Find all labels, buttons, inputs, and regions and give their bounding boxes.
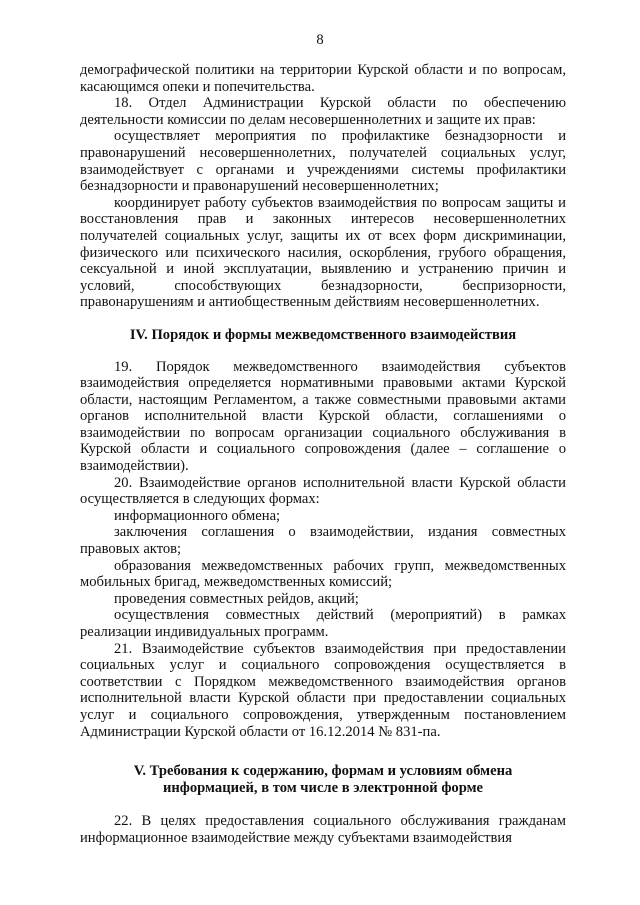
paragraph-20: 20. Взаимодействие органов исполнительной власти Курской области осуществляется в следующих формах: (80, 474, 566, 508)
list-item-joint-raids: проведения совместных рейдов, акций; (114, 590, 359, 607)
section-heading-v-line1: V. Требования к содержанию, формам и условиям обмена (133, 763, 513, 780)
document-body (80, 62, 566, 847)
list-item-information-exchange: информационного обмена; (114, 507, 281, 524)
paragraph-21: 21. Взаимодействие субъектов взаимодействия при предоставлении социальных услуг и социального сопровождения осуществляется в соответствии с Порядком межведомственного взаимодействия органов исполнительной власти Курской области при предоставлении социальных услуг и социального сопровождения, утвержденным постановлением Администрации Курской области от 16.12.2014 № 831-па. (80, 640, 566, 740)
paragraph-18-coordination: координирует работу субъектов взаимодействия по вопросам защиты и восстановления прав и законных интересов несовершеннолетних получателей социальных услуг, защиты их от всех форм дискриминации, физического или психического насилия, оскорбления, грубого обращения, сексуальной и иной эксплуатации, выявлению и устранению причин и условий, способствующих безнадзорности, беспризорности, правонарушениям и антиобщественным действиям несовершеннолетних. (80, 194, 566, 311)
list-item-working-groups: образования межведомственных рабочих групп, межведомственных мобильных бригад, межведомственных комиссий; (80, 557, 566, 591)
section-heading-iv: IV. Порядок и формы межведомственного взаимодействия (129, 326, 517, 343)
paragraph-19: 19. Порядок межведомственного взаимодействия субъектов взаимодействия определяется нормативными правовыми актами Курской области, настоящим Регламентом, а также совместными правовыми актами органов исполнительной власти Курской области, соглашениями о взаимодействии по вопросам организации социального обслуживания в Курской области и социального сопровождения (далее – соглашение о взаимодействии). (80, 358, 566, 475)
paragraph-demographic-policy: демографической политики на территории Курской области и по вопросам, касающимся опеки и попечительства. (80, 62, 566, 95)
page-number: 8 (316, 32, 324, 48)
paragraph-22: 22. В целях предоставления социального обслуживания гражданам информационное взаимодействие между субъектами взаимодействия (80, 813, 566, 846)
list-item-agreements: заключения соглашения о взаимодействии, издания совместных правовых актов; (80, 524, 566, 558)
section-heading-v (80, 763, 566, 796)
section-heading-v-line2: информацией, в том числе в электронной форме (162, 779, 484, 796)
paragraph-18-prevention: осуществляет мероприятия по профилактике безнадзорности и правонарушений несовершеннолетних, получателей социальных услуг, взаимодействует с органами и учреждениями системы профилактики безнадзорности и правонарушений несовершеннолетних; (80, 128, 566, 195)
list-item-joint-actions: осуществления совместных действий (мероприятий) в рамках реализации индивидуальных программ. (80, 607, 566, 640)
paragraph-18: 18. Отдел Администрации Курской области по обеспечению деятельности комиссии по делам несовершеннолетних и защите их прав: (80, 95, 566, 128)
